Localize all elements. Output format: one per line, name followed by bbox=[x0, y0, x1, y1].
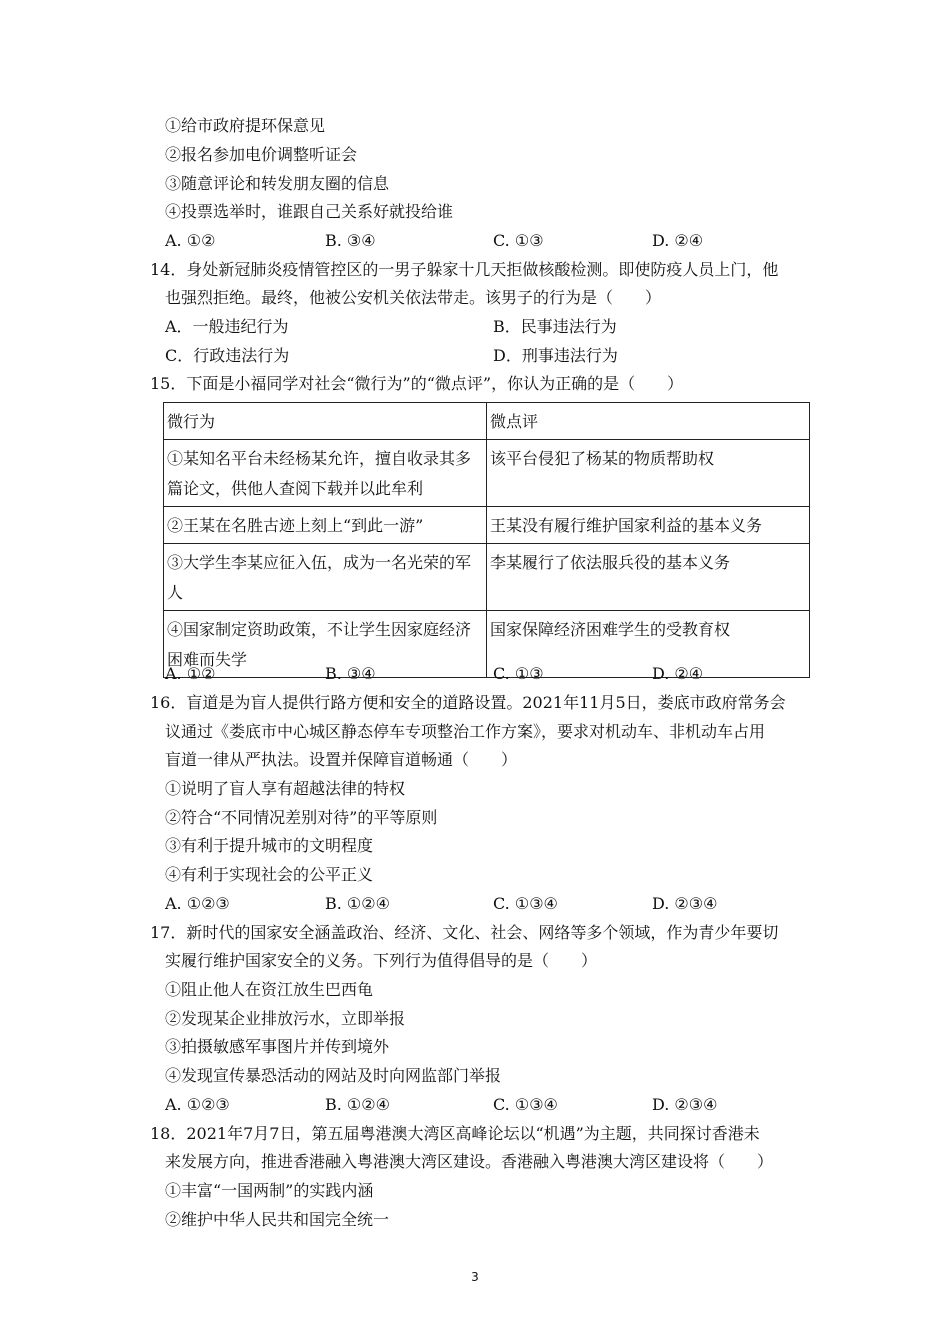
q17-item-1: ①阻止他人在资江放生巴西龟 bbox=[165, 980, 374, 999]
q15-choices bbox=[165, 664, 785, 684]
q13-choice-d: D. ②④ bbox=[652, 231, 704, 250]
q17-stem-line-1: 17．新时代的国家安全涵盖政治、经济、文化、社会、网络等多个领域，作为青少年要切 bbox=[150, 923, 779, 942]
q13-item-2: ②报名参加电价调整听证会 bbox=[165, 145, 358, 164]
q17-choice-a: A. ①②③ bbox=[165, 1095, 230, 1114]
q16-choice-d: D. ②③④ bbox=[652, 894, 718, 913]
q15-choice-d: D. ②④ bbox=[652, 664, 704, 683]
q16-stem-line-2: 议通过《娄底市中心城区静态停车专项整治工作方案》，要求对机动车、非机动车占用 bbox=[165, 722, 766, 741]
q15-choice-a: A. ①② bbox=[165, 664, 216, 683]
q14-stem-line-2: 也强烈拒绝。最终，他被公安机关依法带走。该男子的行为是（ ） bbox=[165, 288, 662, 307]
q14-choice-b: B．民事违法行为 bbox=[493, 317, 617, 336]
q13-item-4: ④投票选举时，谁跟自己关系好就投给谁 bbox=[165, 202, 454, 221]
q13-choice-a: A. ①② bbox=[165, 231, 216, 250]
table-cell: ③大学生李某应征入伍，成为一名光荣的军人 bbox=[164, 544, 487, 611]
q13-item-3: ③随意评论和转发朋友圈的信息 bbox=[165, 174, 390, 193]
table-header-cell: 微行为 bbox=[164, 403, 487, 440]
q13-choices bbox=[165, 231, 785, 251]
q14-choice-d: D．刑事违法行为 bbox=[493, 346, 618, 365]
q14-choices-row-1 bbox=[165, 317, 805, 337]
q16-choices bbox=[165, 894, 785, 914]
q15-stem: 15．下面是小福同学对社会“微行为”的“微点评”，你认为正确的是（ ） bbox=[150, 374, 684, 393]
table-cell: 国家保障经济困难学生的受教育权 bbox=[487, 611, 810, 678]
q16-item-3: ③有利于提升城市的文明程度 bbox=[165, 836, 374, 855]
q16-choice-c: C. ①③④ bbox=[493, 894, 558, 913]
q17-item-3: ③拍摄敏感军事图片并传到境外 bbox=[165, 1037, 390, 1056]
table-cell: 李某履行了依法服兵役的基本义务 bbox=[487, 544, 810, 611]
q14-stem-line-1: 14．身处新冠肺炎疫情管控区的一男子躲家十几天拒做核酸检测。即使防疫人员上门，他 bbox=[150, 260, 779, 279]
q13-item-1: ①给市政府提环保意见 bbox=[165, 116, 326, 135]
q17-choice-b: B. ①②④ bbox=[325, 1095, 390, 1114]
page-number: 3 bbox=[471, 1270, 479, 1284]
q17-item-4: ④发现宣传暴恐活动的网站及时向网监部门举报 bbox=[165, 1066, 502, 1085]
table-row bbox=[164, 544, 810, 611]
q14-choices-row-2 bbox=[165, 346, 805, 366]
q18-item-2: ②维护中华人民共和国完全统一 bbox=[165, 1210, 390, 1229]
q16-item-1: ①说明了盲人享有超越法律的特权 bbox=[165, 779, 406, 798]
table-cell: 王某没有履行维护国家利益的基本义务 bbox=[487, 507, 810, 544]
table-cell: ①某知名平台未经杨某允许，擅自收录其多篇论文，供他人查阅下载并以此牟利 bbox=[164, 440, 487, 507]
table-cell: 该平台侵犯了杨某的物质帮助权 bbox=[487, 440, 810, 507]
q16-item-2: ②符合“不同情况差别对待”的平等原则 bbox=[165, 808, 438, 827]
q17-choices bbox=[165, 1095, 785, 1115]
q18-stem-line-1: 18．2021年7月7日，第五届粤港澳大湾区高峰论坛以“机遇”为主题，共同探讨香港未 bbox=[150, 1124, 760, 1143]
q17-item-2: ②发现某企业排放污水，立即举报 bbox=[165, 1009, 406, 1028]
q17-choice-d: D. ②③④ bbox=[652, 1095, 718, 1114]
q16-choice-a: A. ①②③ bbox=[165, 894, 230, 913]
q16-item-4: ④有利于实现社会的公平正义 bbox=[165, 865, 374, 884]
table-row bbox=[164, 507, 810, 544]
q15-choice-c: C. ①③ bbox=[493, 664, 544, 683]
q15-table bbox=[163, 402, 810, 678]
table-cell: ④国家制定资助政策，不让学生因家庭经济困难而失学 bbox=[164, 611, 487, 678]
table-header-row bbox=[164, 403, 810, 440]
q15-choice-b: B. ③④ bbox=[325, 664, 376, 683]
q18-item-1: ①丰富“一国两制”的实践内涵 bbox=[165, 1181, 374, 1200]
q17-stem-line-2: 实履行维护国家安全的义务。下列行为值得倡导的是（ ） bbox=[165, 951, 598, 970]
q14-choice-c: C．行政违法行为 bbox=[165, 346, 290, 365]
table-header-cell: 微点评 bbox=[487, 403, 810, 440]
table-row bbox=[164, 440, 810, 507]
table-cell: ②王某在名胜古迹上刻上“到此一游” bbox=[164, 507, 487, 544]
q16-stem-line-3: 盲道一律从严执法。设置并保障盲道畅通（ ） bbox=[165, 750, 518, 769]
q16-choice-b: B. ①②④ bbox=[325, 894, 390, 913]
q13-choice-b: B. ③④ bbox=[325, 231, 376, 250]
q13-choice-c: C. ①③ bbox=[493, 231, 544, 250]
q18-stem-line-2: 来发展方向，推进香港融入粤港澳大湾区建设。香港融入粤港澳大湾区建设将（ ） bbox=[165, 1152, 774, 1171]
q14-choice-a: A．一般违纪行为 bbox=[165, 317, 289, 336]
q16-stem-line-1: 16．盲道是为盲人提供行路方便和安全的道路设置。2021年11月5日，娄底市政府常务会 bbox=[150, 693, 786, 712]
q17-choice-c: C. ①③④ bbox=[493, 1095, 558, 1114]
